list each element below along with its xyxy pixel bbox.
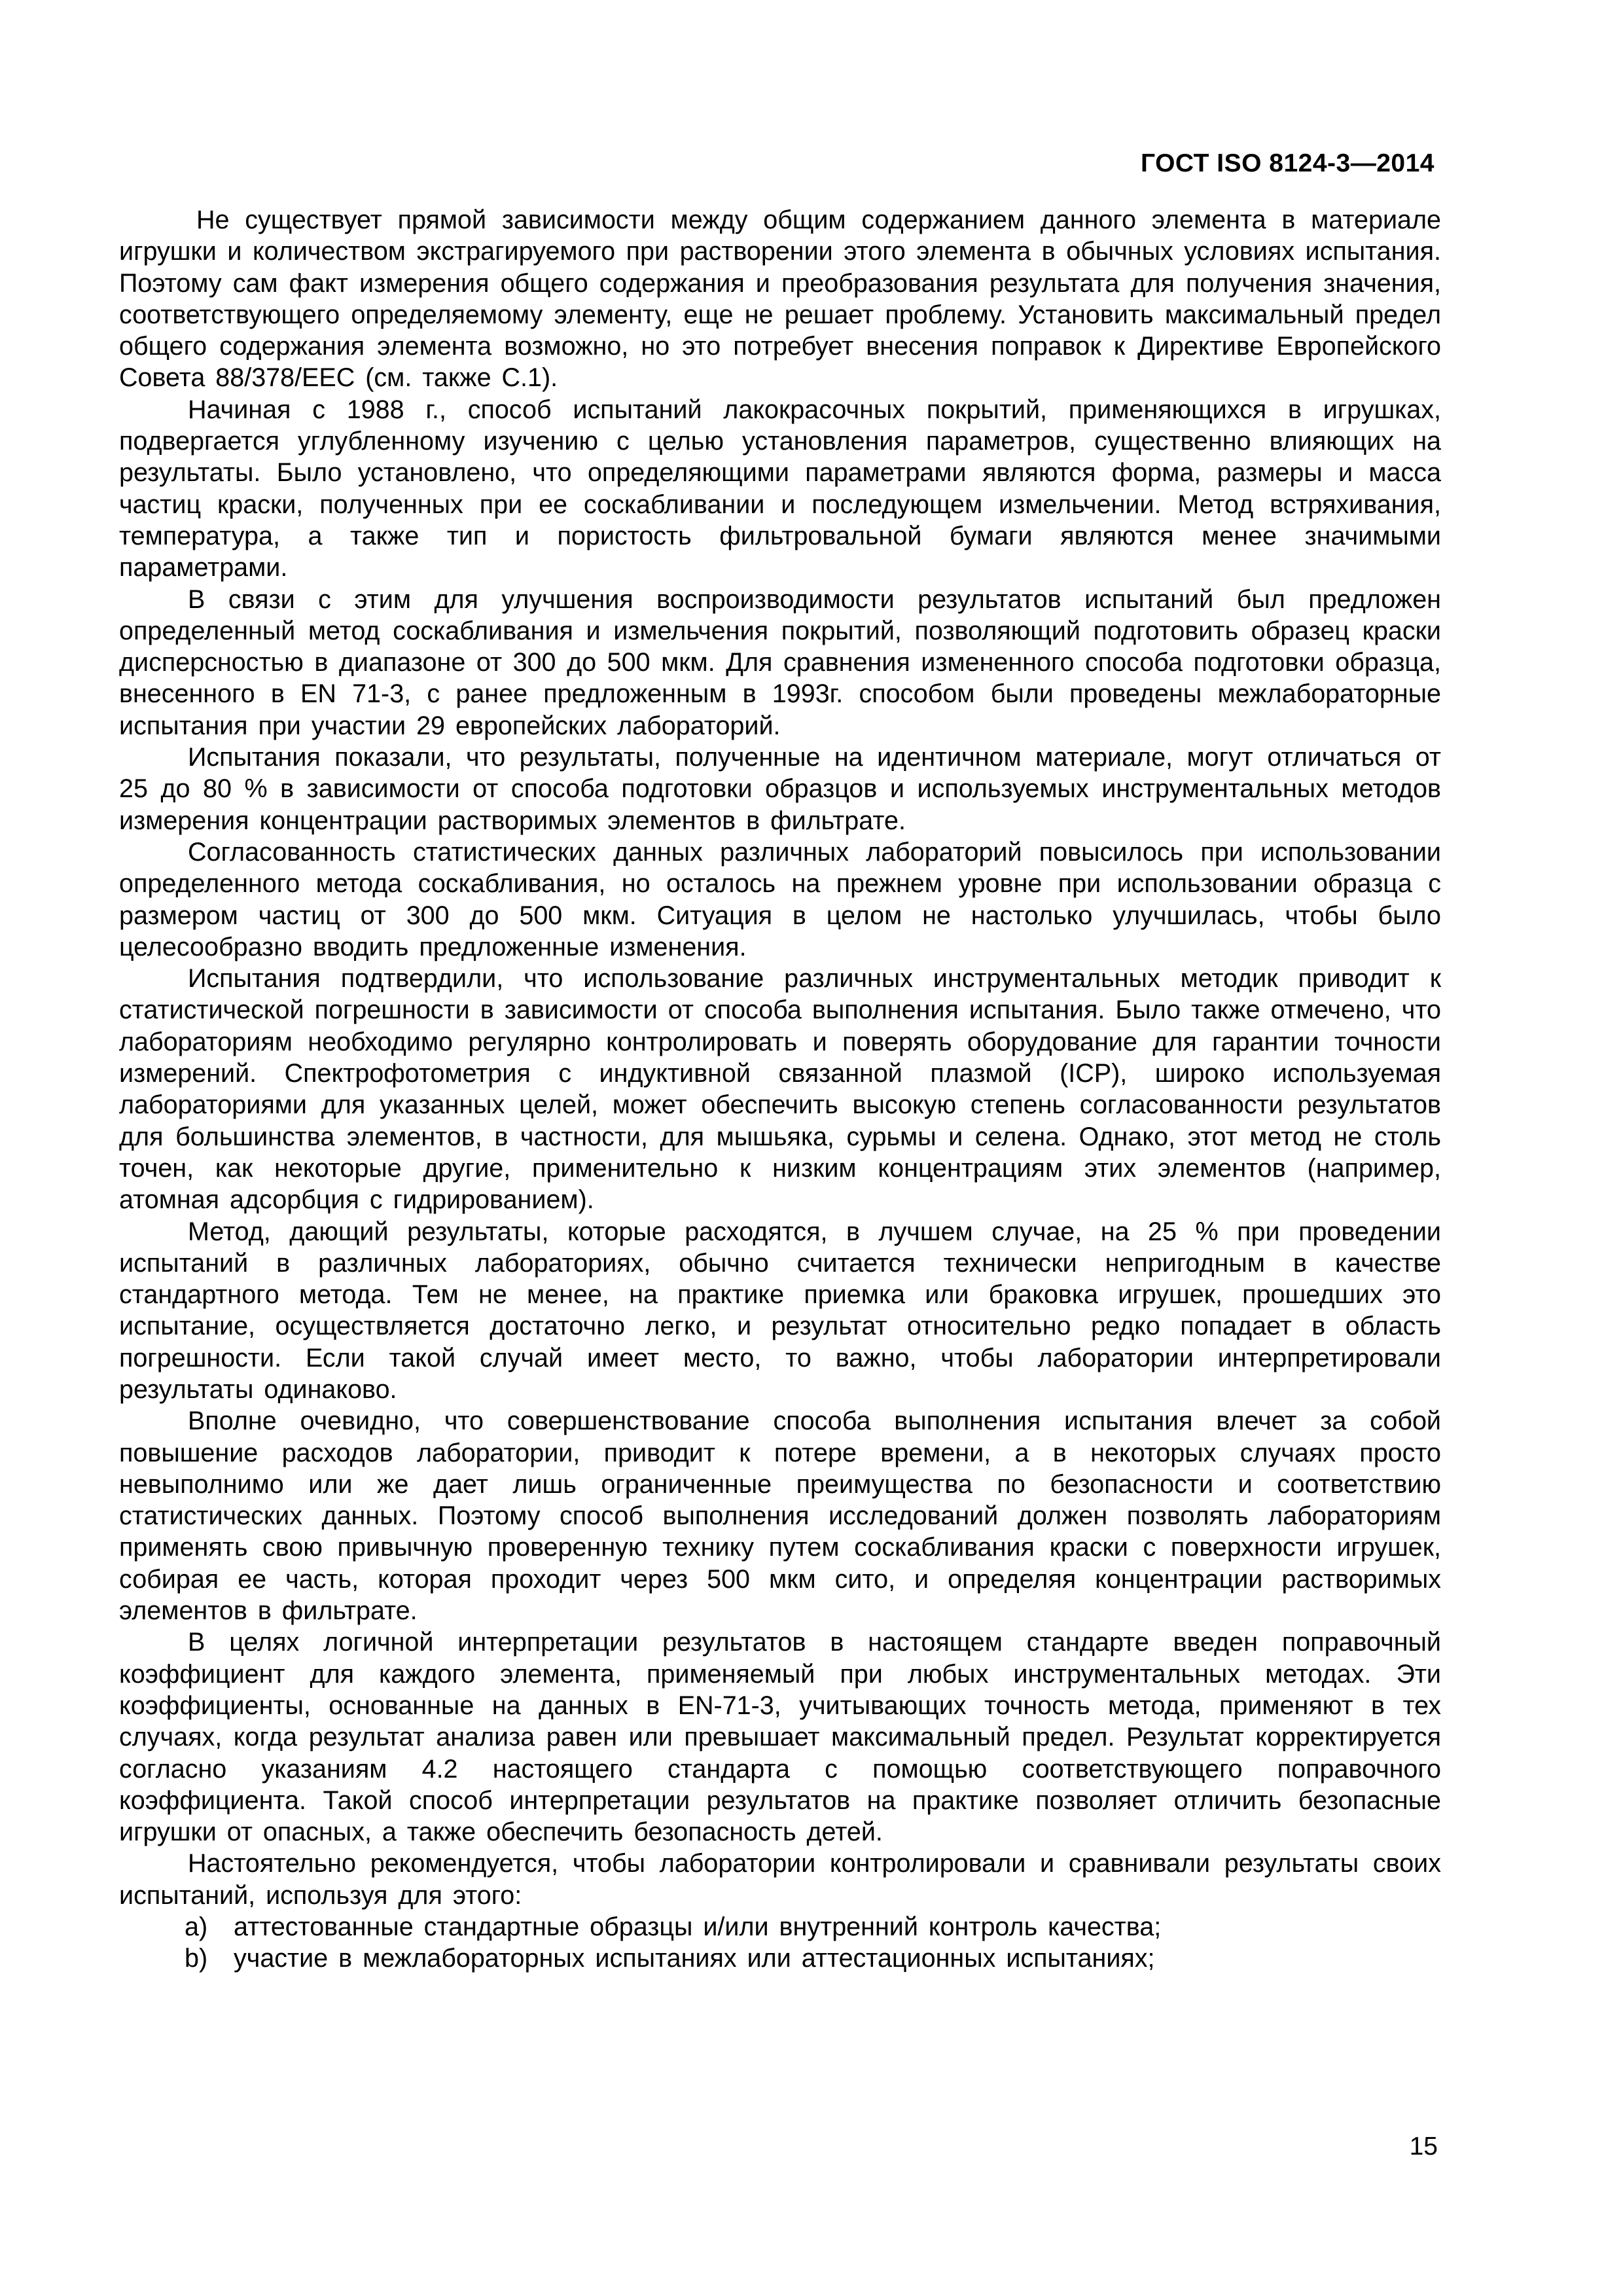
paragraph: Испытания показали, что результаты, полученные на идентичном материале, могут отличаться от 25 до 80 % в зависимости от способа подготовки образцов и используемых инструментальных методов измерения концентрации растворимых элементов в фильтрате. [119,743,1441,835]
paragraph: В связи с этим для улучшения воспроизводимости результатов испытаний был предложен определенный метод соскабливания и измельчения покрытий, позволяющий подготовить образец краски дисперсностью в диапазоне от 300 до 500 мкм. Для сравнения измененного способа подготовки образца, внесенного в EN 71-3, с ранее предложенным в 1993г. способом были проведены межлабораторные испытания при участии 29 европейских лабораторий. [119,584,1441,740]
page-number: 15 [1409,2132,1438,2161]
paragraph: Настоятельно рекомендуется, чтобы лаборатории контролировали и сравнивали результаты своих испытаний, используя для этого: [119,1849,1441,1910]
list-marker: b) [185,1944,208,1973]
paragraph: Не существует прямой зависимости между общим содержанием данного элемента в материале игрушки и количеством экстрагируемого при растворении этого элемента в обычных условиях испытания. Поэтому сам факт измерения общего содержания и преобразования результата для получения значения, соответствующего определяемому элементу, еще не решает проблему. Установить максимальный предел общего содержания элемента возможно, но это потребует внесения поправок к Директиве Европейского Совета 88/378/EEC (см. также С.1). [119,206,1441,393]
paragraph: Испытания подтвердили, что использование различных инструментальных методик приводит к статистической погрешности в зависимости от способа выполнения испытания. Было также отмечено, что лабораториям необходимо регулярно контролировать и поверять оборудование для гарантии точности измерений. Спектрофотометрия с индуктивной связанной плазмой (ICP), широко используемая лабораториями для указанных целей, может обеспечить высокую степень согласованности результатов для большинства элементов, в частности, для мышьяка, сурьмы и селена. Однако, этот метод не столь точен, как некоторые другие, применительно к низким концентрациям этих элементов (например, атомная адсорбция с гидрированием). [119,964,1441,1215]
list-item [119,1911,1441,1943]
paragraph: Согласованность статистических данных различных лабораторий повысилось при использовании определенного метода соскабливания, но осталось на прежнем уровне при использовании образца с размером частиц от 300 до 500 мкм. Ситуация в целом не настолько улучшилась, чтобы было целесообразно вводить предложенные изменения. [119,837,1441,961]
list-item [119,1943,1441,1974]
paragraph: Начиная с 1988 г., способ испытаний лакокрасочных покрытий, применяющихся в игрушках, подвергается углубленному изучению с целью установления параметров, существенно влияющих на результаты. Было установлено, что определяющими параметрами являются форма, размеры и масса частиц краски, полученных при ее соскабливании и последующем измельчении. Метод встряхивания, температура, а также тип и пористость фильтровальной бумаги являются менее значимыми параметрами. [119,395,1441,583]
list-item-text: аттестованные стандартные образцы и/или внутренний контроль качества; [234,1912,1162,1942]
body-text [119,204,1441,1975]
paragraph: Вполне очевидно, что совершенствование способа выполнения испытания влечет за собой повышение расходов лаборатории, приводит к потере времени, а в некоторых случаях просто невыполнимо или же дает лишь ограниченные преимущества по безопасности и соответствию статистических данных. Поэтому способ выполнения исследований должен позволять лабораториям применять свою привычную проверенную технику путем соскабливания краски с поверхности игрушек, собирая ее часть, которая проходит через 500 мкм сито, и определяя концентрации растворимых элементов в фильтрате. [119,1407,1441,1626]
list-marker: a) [185,1912,208,1942]
paragraph: В целях логичной интерпретации результатов в настоящем стандарте введен поправочный коэффициент для каждого элемента, применяемый при любых инструментальных методах. Эти коэффициенты, основанные на данных в EN-71-3, учитывающих точность метода, применяют в тех случаях, когда результат анализа равен или превышает максимальный предел. Результат корректируется согласно указаниям 4.2 настоящего стандарта с помощью соответствующего поправочного коэффициента. Такой способ интерпретации результатов на практике позволяет отличить безопасные игрушки от опасных, а также обеспечить безопасность детей. [119,1628,1441,1847]
list-item-text: участие в межлабораторных испытаниях или аттестационных испытаниях; [234,1944,1155,1973]
paragraph: Метод, дающий результаты, которые расходятся, в лучшем случае, на 25 % при проведении испытаний в различных лабораториях, обычно считается технически непригодным в качестве стандартного метода. Тем не менее, на практике приемка или браковка игрушек, прошедших это испытание, осуществляется достаточно легко, и результат относительно редко попадает в область погрешности. Если такой случай имеет место, то важно, чтобы лаборатории интерпретировали результаты одинаково. [119,1217,1441,1404]
standard-header: ГОСТ ISO 8124-3—2014 [1141,149,1435,177]
